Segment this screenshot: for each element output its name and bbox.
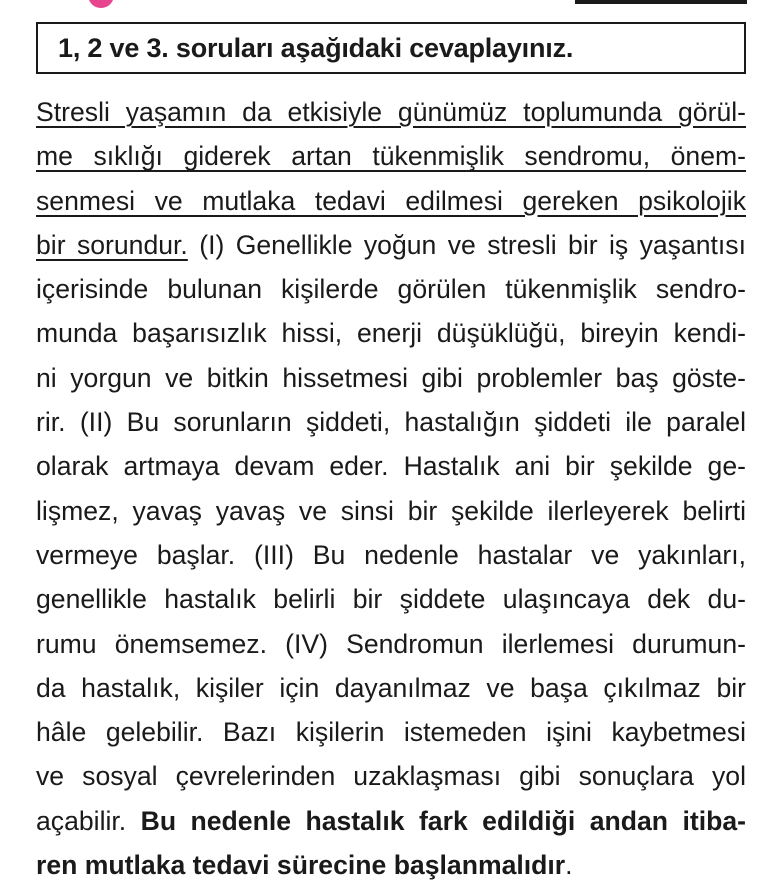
underlined-text: me sıklığı giderek artan tükenmişlik sendromu, önem-: [36, 141, 746, 172]
passage-line: [36, 577, 746, 621]
passage-line: [36, 843, 746, 887]
passage-text: rumu önemsemez. (IV) Sendromun ilerlemesi durumun-: [36, 628, 746, 659]
question-instruction-box: [36, 22, 746, 74]
passage-text: vermeye başlar. (III) Bu nedenle hastalar ve yakınları,: [36, 539, 746, 570]
underlined-text: Stresli yaşamın da etkisiyle günümüz toplumunda görül-: [36, 97, 746, 127]
passage-text: rir. (II) Bu sorunların şiddeti, hastalığın şiddeti ile paralel: [36, 407, 746, 438]
bold-text: ren mutlaka tedavi sürecine başlanmalıdır: [36, 850, 566, 881]
passage-line: [36, 134, 746, 178]
passage-line: [36, 179, 746, 223]
passage-text: içerisinde bulunan kişilerde görülen tükenmişlik sendro-: [36, 274, 746, 305]
passage-text: lişmez, yavaş yavaş ve sinsi bir şekilde ilerleyerek belirti: [36, 495, 746, 526]
passage-line: [36, 799, 746, 843]
passage-text: genellikle hastalık belirli bir şiddete ulaşıncaya dek du-: [36, 584, 746, 615]
passage-line: [36, 666, 746, 710]
passage-line: [36, 444, 746, 488]
question-instruction-text: 1, 2 ve 3. soruları aşağıdaki cevaplayınız.: [58, 32, 574, 63]
passage-line: [36, 223, 746, 267]
passage-line: [36, 489, 746, 533]
passage-line: [36, 710, 746, 754]
passage-line: [36, 311, 746, 355]
bold-text: Bu nedenle hastalık fark edildiği andan itiba-: [140, 805, 747, 836]
passage-text: .: [565, 850, 573, 881]
passage-text: ni yorgun ve bitkin hissetmesi gibi problemler baş göste-: [36, 362, 746, 393]
passage-line: [36, 90, 746, 134]
passage-text: hâle gelebilir. Bazı kişilerin istemeden işini kaybetmesi: [36, 717, 746, 748]
passage-text: açabilir.: [36, 805, 141, 836]
passage-text: (I) Genellikle yoğun ve stresli bir iş yaşantısı: [187, 229, 746, 260]
passage-line: [36, 356, 746, 400]
underlined-text: senmesi ve mutlaka tedavi edilmesi gereken psikolojik: [36, 185, 746, 216]
passage-line: [36, 400, 746, 444]
top-decoration-pink: [88, 0, 114, 8]
top-decoration-bar: [575, 0, 747, 4]
passage-line: [36, 267, 746, 311]
passage-text: da hastalık, kişiler için dayanılmaz ve başa çıkılmaz bir: [36, 672, 746, 703]
passage-text: olarak artmaya devam eder. Hastalık ani bir şekilde ge-: [36, 451, 746, 482]
passage-line: [36, 622, 746, 666]
passage-text: munda başarısızlık hissi, enerji düşüklüğü, bireyin kendi-: [36, 318, 746, 349]
passage-line: [36, 533, 746, 577]
reading-passage: [36, 90, 746, 887]
passage-text: ve sosyal çevrelerinden uzaklaşması gibi sonuçlara yol: [36, 761, 746, 792]
underlined-text: bir sorundur.: [36, 229, 188, 260]
passage-line: [36, 754, 746, 798]
